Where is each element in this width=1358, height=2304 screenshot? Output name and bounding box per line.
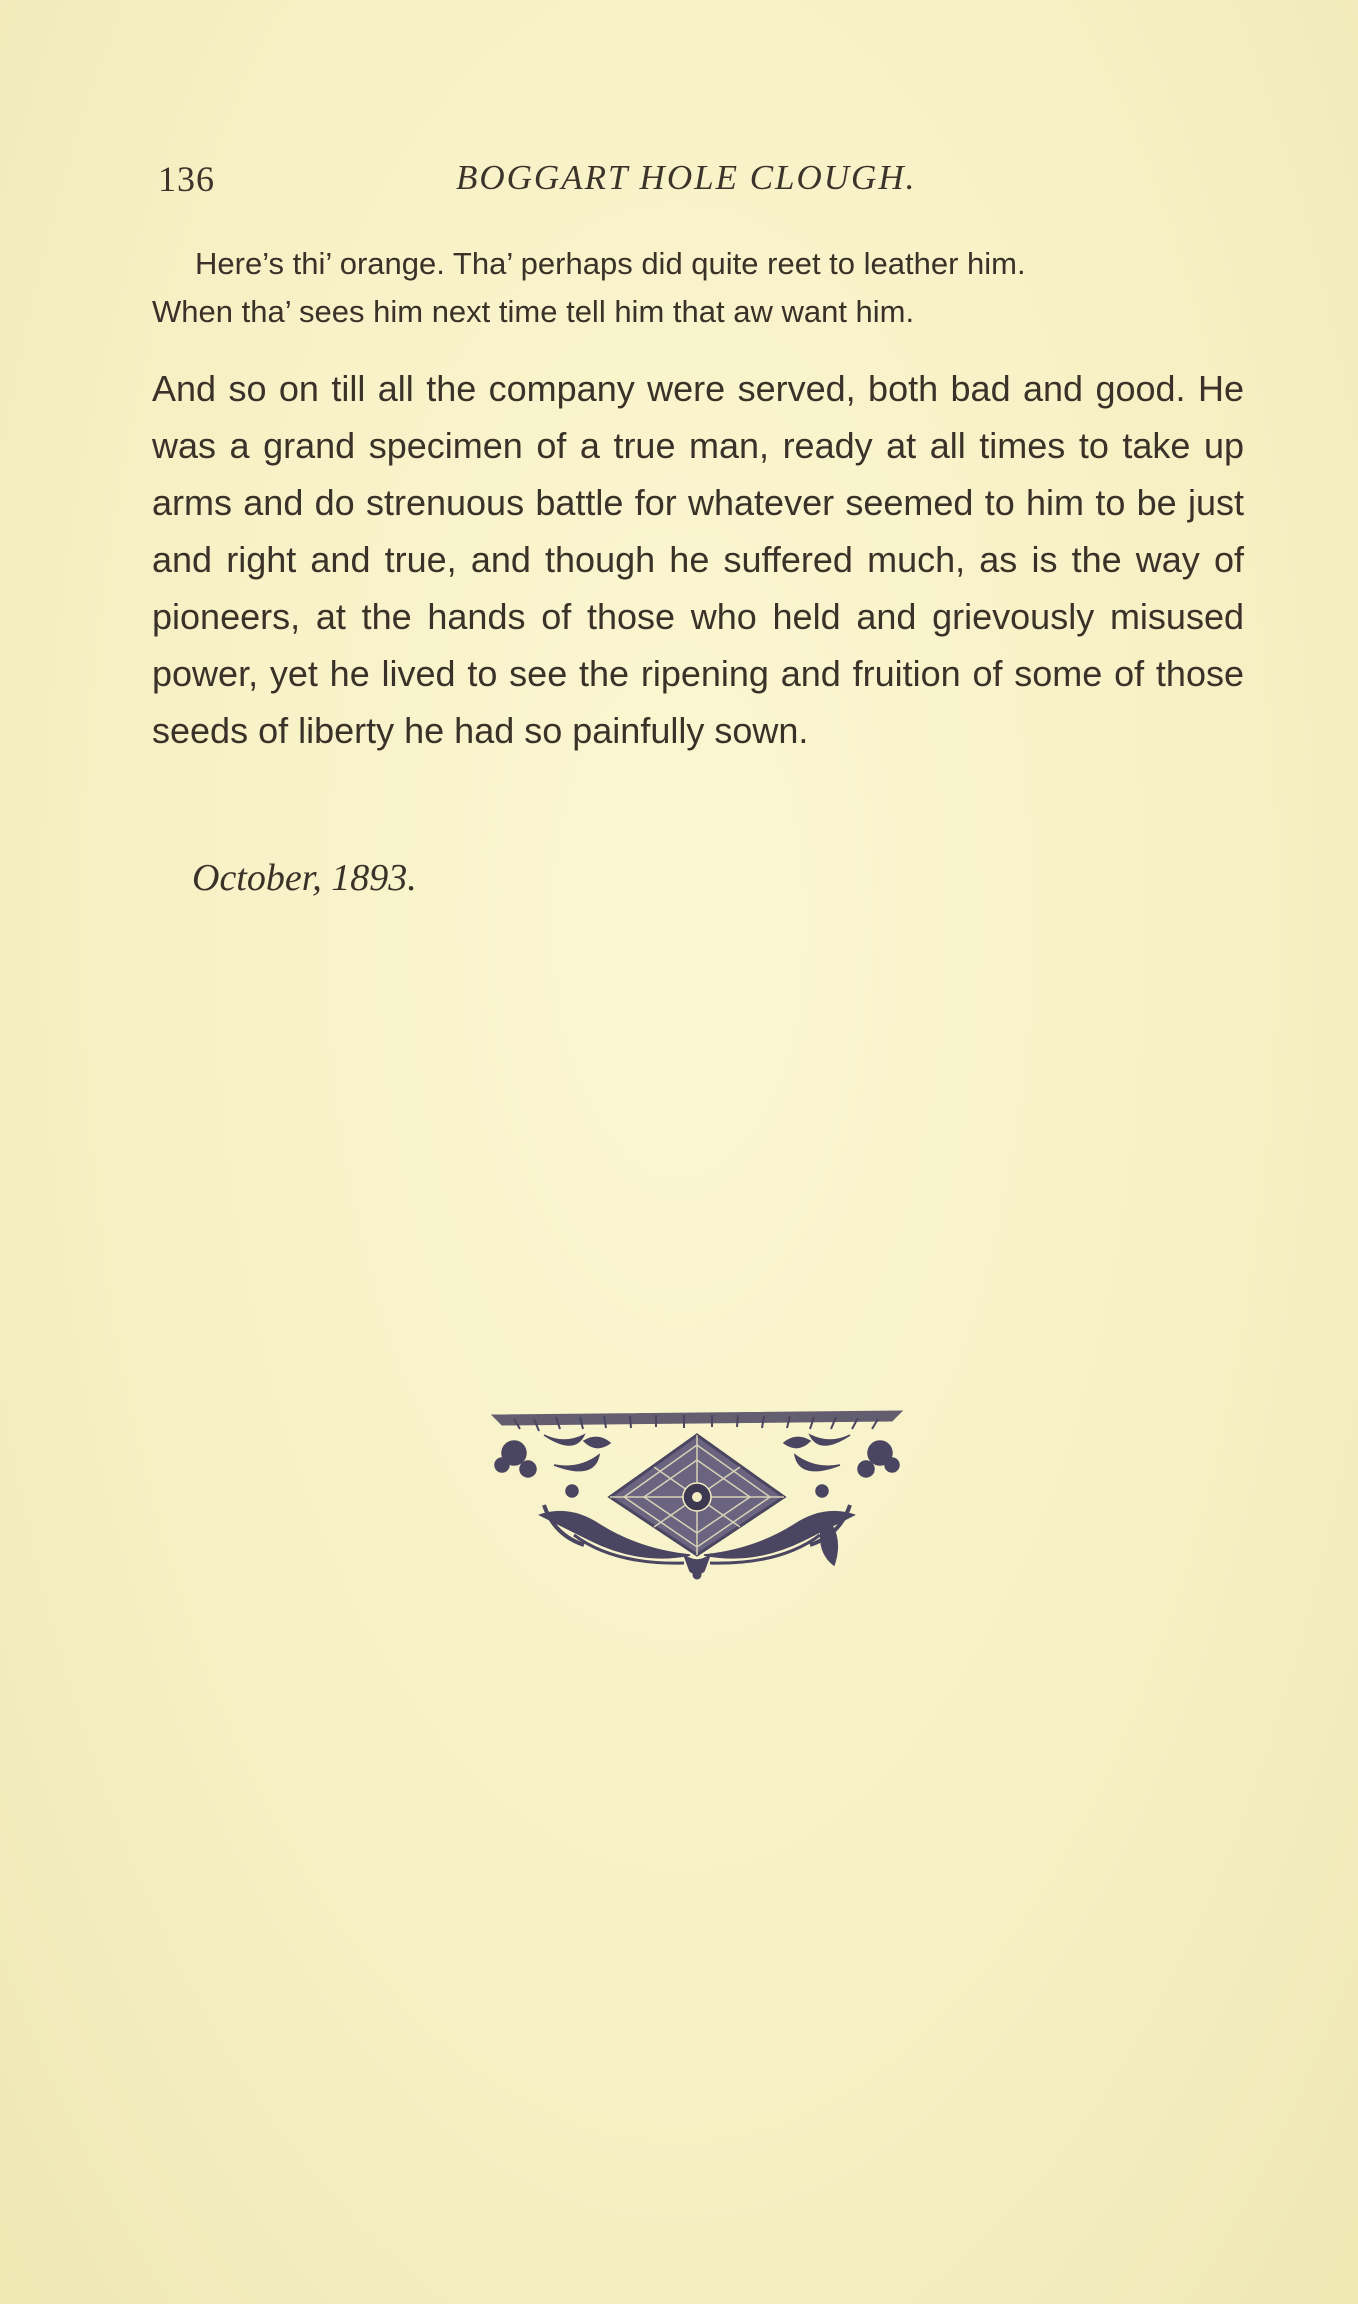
running-title: BOGGART HOLE CLOUGH. [456, 158, 917, 197]
floral-tailpiece-icon [484, 1405, 910, 1581]
body-paragraph: And so on till all the company were served, both bad and good. He was a grand specimen of a true man, ready at all times to take up arms and do strenuous battle for whatever seemed to him to be just and right and true, and though he suffered much, as is the way of pioneers, at the hands of those who held and grievously misused power, yet he lived to see the ripening and fruition of some of those seeds of liberty he had so painfully sown. [152, 368, 1244, 751]
page-number: 136 [158, 159, 215, 199]
quote-line-1: Here’s thi’ orange. Tha’ perhaps did quite reet to leather him. [195, 246, 1026, 281]
body-paragraph-block [152, 360, 1244, 759]
dateline: October, 1893. [192, 857, 417, 899]
quote-line-2: When tha’ sees him next time tell him that aw want him. [152, 294, 915, 329]
dialect-quote [152, 240, 1252, 336]
